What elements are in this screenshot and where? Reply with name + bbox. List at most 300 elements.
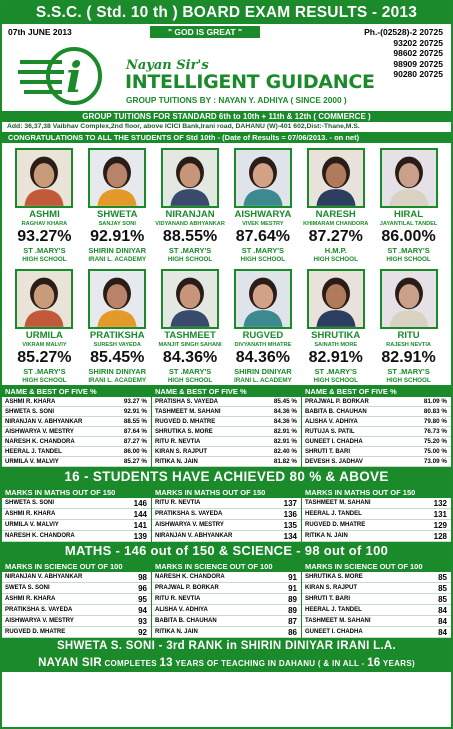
table-row [302, 417, 451, 427]
student-name: NARESH K. CHANDORA [5, 533, 75, 539]
footer-name: NAYAN SIR [38, 657, 102, 669]
student-name: PRATISHA S. VAYEDA [155, 399, 219, 405]
topper-card [373, 209, 444, 264]
student-score: 137 [283, 499, 297, 508]
table-row [152, 447, 301, 457]
topper-percent: 84.36% [235, 349, 291, 366]
student-name: TASHMEET M. SAHANI [155, 409, 221, 415]
student-name: RITIKA N. JAIN [305, 533, 348, 539]
table-column [2, 487, 151, 542]
student-score: 87.27 % [123, 438, 147, 445]
topper-school: SHIRIN DINIYAR [88, 367, 147, 376]
topper-row-1 [2, 209, 451, 264]
topper-card [227, 209, 298, 264]
topper-percent: 85.45% [90, 349, 145, 366]
student-name: NARESH K. CHANDORA [155, 574, 225, 580]
phone-line: Ph.-(02528)-2 20725 [364, 27, 443, 37]
student-name: RUGVED D. MHATRE [305, 522, 366, 528]
table-row [2, 627, 151, 638]
footer-years: 13 [159, 657, 173, 669]
achievement-banner: 16 - STUDENTS HAVE ACHIEVED 80 % & ABOVE [2, 467, 451, 486]
table-column [151, 561, 301, 638]
student-name: AISHWARYA V. MESTRY [5, 429, 74, 435]
student-photo [234, 148, 292, 208]
student-name: NIRANJAN V. ABHYANKAR [5, 419, 83, 425]
table-row [2, 531, 151, 542]
topper-card [9, 330, 80, 385]
topper-name: RUGVED [242, 330, 284, 341]
topper-school-line2: IRANI L. ACADEMY [88, 256, 147, 263]
footer-banner [2, 655, 451, 672]
logo-icon [18, 46, 114, 106]
student-photo [234, 269, 292, 329]
topper-school: ST .MARY'S [168, 246, 212, 255]
portrait-icon [17, 150, 71, 206]
table-column [151, 386, 301, 467]
student-name: ASHMI R. KHARA [5, 399, 56, 405]
poster-title: S.S.C. ( Std. 10 th ) BOARD EXAM RESULTS - 2013 [2, 2, 451, 24]
topper-school-line2: HIGH SCHOOL [313, 256, 358, 263]
topper-school-line2: IRANI L. ACADEMY [88, 377, 147, 384]
topper-school-line2: IRANI L. ACADEMY [233, 377, 292, 384]
table-row [152, 627, 301, 638]
student-name: DEVESH S. JADHAV [305, 459, 363, 465]
topper-school: ST .MARY'S [314, 367, 357, 376]
portrait-icon [236, 150, 290, 206]
column-header: NAME & BEST OF FIVE % [302, 386, 451, 397]
student-name: HEERAL J. TANDEL [305, 607, 362, 613]
table-row [2, 520, 151, 531]
student-name: KIRAN S. RAJPUT [305, 585, 358, 591]
table-row [152, 572, 301, 583]
phone-line: 93202 20725 [393, 37, 443, 48]
topper-school: ST .MARY'S [241, 246, 285, 255]
column-header: MARKS IN SCIENCE OUT OF 100 [2, 561, 151, 572]
topper-parent: SAINATH MORE [314, 342, 358, 348]
topper-card [300, 209, 371, 264]
topper-school-line2: HIGH SCHOOL [167, 377, 213, 384]
table-row [2, 447, 151, 457]
table-row [152, 520, 301, 531]
topper-name: SHRUTIKA [311, 330, 361, 341]
student-score: 93.27 % [123, 398, 147, 405]
topper-name: SHWETA [97, 209, 138, 220]
student-score: 85 [438, 595, 447, 604]
topper-parent: SANJAY SONI [98, 221, 136, 227]
table-row [2, 605, 151, 616]
topper-parent: RAGHAV KHARA [21, 221, 68, 227]
student-name: RUTUJA S. PATIL [305, 429, 355, 435]
student-score: 85.27 % [123, 458, 147, 465]
maths-science-banner: MATHS - 146 out of 150 & SCIENCE - 98 out of 100 [2, 542, 451, 560]
student-score: 91 [288, 584, 297, 593]
student-name: RITIKA N. JAIN [155, 629, 198, 635]
student-name: RITU R. NEVTIA [155, 500, 201, 506]
topper-percent: 86.00% [381, 228, 436, 245]
result-date: 07th JUNE 2013 [8, 27, 72, 37]
motto: " GOD IS GREAT " [150, 26, 260, 38]
student-name: SHRUTI T. BARI [305, 449, 350, 455]
table-row [152, 427, 301, 437]
student-score: 75.20 % [423, 438, 447, 445]
student-score: 85 [438, 573, 447, 582]
topper-percent: 93.27% [17, 228, 72, 245]
table-row [152, 605, 301, 616]
table-row [2, 437, 151, 447]
student-name: TASHMEET M. SAHANI [305, 618, 371, 624]
column-header: NAME & BEST OF FIVE % [152, 386, 301, 397]
topper-school: ST .MARY'S [23, 367, 66, 376]
topper-school: ST .MARY'S [387, 246, 430, 255]
column-header: MARKS IN SCIENCE OUT OF 100 [302, 561, 451, 572]
rank-banner: SHWETA S. SONI - 3rd RANK in SHIRIN DINIYAR IRANI L.A. [2, 638, 451, 655]
table-row [2, 498, 151, 509]
topper-card [373, 330, 444, 385]
brand-tagline: GROUP TUITIONS BY : NAYAN Y. ADHIYA ( SINCE 2000 ) [126, 95, 347, 105]
table-row [302, 509, 451, 520]
student-score: 81.82 % [273, 458, 297, 465]
table-column [151, 487, 301, 542]
student-score: 89 [288, 595, 297, 604]
student-name: NARESH K. CHANDORA [5, 439, 75, 445]
topper-name: PRATIKSHA [89, 330, 145, 341]
topper-school: ST .MARY'S [168, 367, 212, 376]
student-name: PRATIKSHA S. VAYEDA [155, 511, 223, 517]
portrait-icon [90, 150, 144, 206]
phone-line: 90280 20725 [393, 69, 443, 80]
student-score: 84.36 % [273, 418, 297, 425]
address: Add: 36,37,38 Vaibhav Complex,2nd floor, above ICICI Bank,Irani road, DAHANU (W)-401 602,Dist:-Thane,M.S. [2, 122, 451, 132]
photo-row-1 [2, 143, 451, 209]
table-row [2, 572, 151, 583]
student-name: PRATIKSHA S. VAYEDA [5, 607, 73, 613]
student-score: 88.55 % [123, 418, 147, 425]
footer-text: YEARS) [380, 659, 415, 668]
table-row [2, 457, 151, 467]
student-photo [307, 269, 365, 329]
student-score: 86.00 % [123, 448, 147, 455]
table-row [152, 457, 301, 467]
topper-card [155, 330, 226, 385]
topper-name: NARESH [315, 209, 356, 220]
student-score: 81.09 % [423, 398, 447, 405]
topper-percent: 87.64% [235, 228, 291, 245]
student-name: NIRANJAN V. ABHYANKAR [155, 533, 233, 539]
student-score: 85.45 % [273, 398, 297, 405]
student-name: HEERAL J. TANDEL [5, 449, 62, 455]
student-score: 89 [288, 606, 297, 615]
topper-percent: 85.27% [17, 349, 72, 366]
student-name: NIRANJAN V. ABHYANKAR [5, 574, 83, 580]
topper-card [155, 209, 226, 264]
student-score: 94 [138, 606, 147, 615]
portrait-icon [309, 150, 363, 206]
column-header: MARKS IN MATHS OUT OF 150 [302, 487, 451, 498]
table-column [301, 561, 451, 638]
topper-card [82, 209, 153, 264]
portrait-icon [17, 271, 71, 327]
student-score: 93 [138, 617, 147, 626]
portrait-icon [90, 271, 144, 327]
student-name: KIRAN S. RAJPUT [155, 449, 208, 455]
topper-parent: VIVEK MESTRY [242, 221, 284, 227]
table-row [2, 594, 151, 605]
table-column [301, 386, 451, 467]
header [2, 24, 451, 110]
table-row [302, 520, 451, 531]
student-photo [161, 269, 219, 329]
student-score: 132 [433, 499, 447, 508]
topper-card [82, 330, 153, 385]
student-score: 131 [433, 510, 447, 519]
student-score: 85 [438, 584, 447, 593]
portrait-icon [236, 271, 290, 327]
student-score: 86 [288, 628, 297, 637]
table-row [302, 427, 451, 437]
topper-parent: DIVYANATH MHATRE [234, 342, 292, 348]
table-row [152, 509, 301, 520]
student-score: 134 [283, 532, 297, 541]
table-column [301, 487, 451, 542]
logo-letter: i [66, 53, 82, 102]
topper-school-line2: HIGH SCHOOL [386, 377, 431, 384]
student-photo [380, 269, 438, 329]
topper-name: TASHMEET [164, 330, 216, 341]
best-of-five-table [2, 385, 451, 467]
brand-owner: Nayan Sir's [126, 58, 209, 73]
topper-row-2 [2, 330, 451, 385]
student-name: ALISHA V. ADHIYA [155, 607, 208, 613]
phone-line: 98602 20725 [393, 48, 443, 59]
topper-school-line2: HIGH SCHOOL [313, 377, 358, 384]
table-row [2, 427, 151, 437]
student-photo [307, 148, 365, 208]
student-name: SHWETA S. SONI [5, 409, 55, 415]
table-row [302, 605, 451, 616]
student-score: 73.09 % [423, 458, 447, 465]
table-row [152, 498, 301, 509]
student-name: SHWETA S. SONI [5, 500, 55, 506]
table-row [302, 407, 451, 417]
topper-percent: 82.91% [308, 349, 363, 366]
table-row [302, 447, 451, 457]
topper-school-line2: HIGH SCHOOL [22, 256, 67, 263]
student-score: 92.91 % [123, 408, 147, 415]
student-photo [88, 269, 146, 329]
student-score: 82.40 % [273, 448, 297, 455]
maths-table [2, 486, 451, 542]
table-row [302, 457, 451, 467]
student-score: 96 [138, 584, 147, 593]
topper-card [227, 330, 298, 385]
topper-name: ASHMI [29, 209, 60, 220]
topper-name: RITU [397, 330, 420, 341]
student-name: HEERAL J. TANDEL [305, 511, 362, 517]
student-name: AISHWARYA V. MESTRY [155, 522, 224, 528]
student-photo [15, 269, 73, 329]
footer-text: YEARS OF TEACHING IN DAHANU ( & IN ALL - [172, 659, 368, 668]
student-name: RITU R. NEVTIA [155, 439, 201, 445]
student-name: BABITA B. CHAUHAN [155, 618, 217, 624]
student-name: GUNEET I. CHADHA [305, 439, 363, 445]
phone-numbers [364, 27, 443, 80]
student-score: 87.64 % [123, 428, 147, 435]
topper-school: ST .MARY'S [23, 246, 66, 255]
topper-name: NIRANJAN [165, 209, 215, 220]
table-row [2, 397, 151, 407]
student-name: ALISHA V. ADHIYA [305, 419, 358, 425]
table-row [152, 594, 301, 605]
topper-school: SHIRIN DINIYAR [88, 246, 147, 255]
student-photo [15, 148, 73, 208]
student-score: 79.80 % [423, 418, 447, 425]
student-name: PRAJWAL P. BORKAR [305, 399, 369, 405]
student-name: URMILA V. MALVIY [5, 522, 59, 528]
student-score: 84 [438, 628, 447, 637]
table-row [302, 437, 451, 447]
table-row [302, 594, 451, 605]
student-score: 82.91 % [273, 438, 297, 445]
topper-percent: 84.36% [162, 349, 218, 366]
student-name: PRAJWAL P. BORKAR [155, 585, 219, 591]
student-name: BABITA B. CHAUHAN [305, 409, 367, 415]
table-row [302, 498, 451, 509]
student-score: 128 [433, 532, 447, 541]
topper-percent: 92.91% [90, 228, 145, 245]
column-header: NAME & BEST OF FIVE % [2, 386, 151, 397]
student-name: URMILA V. MALVIY [5, 459, 59, 465]
table-row [2, 616, 151, 627]
student-name: SWETA S. SONI [5, 585, 50, 591]
table-row [2, 583, 151, 594]
student-score: 135 [283, 521, 297, 530]
student-photo [161, 148, 219, 208]
student-name: RUGVED D. MHATRE [155, 419, 216, 425]
student-name: GUNEET I. CHADHA [305, 629, 363, 635]
table-row [302, 531, 451, 542]
topper-school: ST .MARY'S [387, 367, 430, 376]
footer-years-all: 16 [367, 657, 381, 669]
table-row [2, 407, 151, 417]
topper-percent: 87.27% [308, 228, 363, 245]
column-header: MARKS IN MATHS OUT OF 150 [2, 487, 151, 498]
topper-parent: JAYANTILAL TANDEL [379, 221, 438, 227]
student-score: 139 [133, 532, 147, 541]
science-table [2, 560, 451, 638]
student-score: 144 [133, 510, 147, 519]
topper-school-line2: HIGH SCHOOL [386, 256, 431, 263]
topper-name: URMILA [25, 330, 63, 341]
student-name: AISHWARYA V. MESTRY [5, 618, 74, 624]
topper-parent: KHIMARAM CHANDORA [303, 221, 369, 227]
student-score: 87 [288, 617, 297, 626]
topper-school-line2: HIGH SCHOOL [167, 256, 213, 263]
student-photo [88, 148, 146, 208]
topper-school-line2: HIGH SCHOOL [22, 377, 67, 384]
topper-parent: MANJIT SINGH SAHANI [158, 342, 222, 348]
topper-percent: 88.55% [162, 228, 218, 245]
table-row [2, 417, 151, 427]
table-column [2, 561, 151, 638]
column-header: MARKS IN SCIENCE OUT OF 100 [152, 561, 301, 572]
table-row [152, 407, 301, 417]
portrait-icon [163, 271, 217, 327]
student-name: SHRUTIKA S. MORE [155, 429, 213, 435]
student-name: RITIKA N. JAIN [155, 459, 198, 465]
portrait-icon [382, 150, 436, 206]
student-score: 84 [438, 617, 447, 626]
topper-school: SHIRIN DINIYAR [234, 367, 292, 376]
photo-row-2 [2, 264, 451, 330]
student-score: 98 [138, 573, 147, 582]
student-score: 76.73 % [423, 428, 447, 435]
student-name: ASHMI R. KHARA [5, 511, 56, 517]
phone-line: 98909 20725 [393, 58, 443, 69]
student-name: RITU R. NEVTIA [155, 596, 201, 602]
portrait-icon [163, 150, 217, 206]
table-row [152, 417, 301, 427]
student-photo [380, 148, 438, 208]
topper-card [9, 209, 80, 264]
topper-parent: RAJESH NEVTIA [386, 342, 431, 348]
topper-parent: VIDYANAND ABHYANKAR [155, 221, 225, 227]
student-name: SHRUTIKA S. MORE [305, 574, 363, 580]
table-row [302, 627, 451, 638]
student-score: 141 [133, 521, 147, 530]
table-row [302, 572, 451, 583]
portrait-icon [309, 271, 363, 327]
student-score: 91 [288, 573, 297, 582]
topper-school: H.M.P. [324, 246, 347, 255]
topper-parent: SURESH VAYEDA [93, 342, 141, 348]
student-score: 80.83 % [423, 408, 447, 415]
table-column [2, 386, 151, 467]
brand-name: INTELLIGENT GUIDANCE [125, 71, 375, 93]
table-row [302, 397, 451, 407]
table-row [152, 531, 301, 542]
topper-school-line2: HIGH SCHOOL [240, 256, 286, 263]
topper-percent: 82.91% [381, 349, 436, 366]
congrats-line: CONGRATULATIONS TO ALL THE STUDENTS OF Std 10th - (Date of Results = 07/06/2013. - on net) [2, 132, 451, 143]
student-score: 92 [138, 628, 147, 637]
student-score: 82.91 % [273, 428, 297, 435]
table-row [2, 509, 151, 520]
student-name: RUGVED D. MHATRE [5, 629, 66, 635]
student-score: 95 [138, 595, 147, 604]
topper-card [300, 330, 371, 385]
student-score: 129 [433, 521, 447, 530]
table-row [152, 397, 301, 407]
table-row [302, 616, 451, 627]
topper-parent: VIKRAM MALVIY [22, 342, 67, 348]
student-name: ASHMI R. KHARA [5, 596, 56, 602]
student-score: 75.00 % [423, 448, 447, 455]
portrait-icon [382, 271, 436, 327]
table-row [302, 583, 451, 594]
topper-name: AISHWARYA [234, 209, 292, 220]
student-name: TASHMEET M. SAHANI [305, 500, 371, 506]
footer-text: COMPLETES [101, 659, 160, 668]
student-score: 84.36 % [273, 408, 297, 415]
topper-name: HIRAL [394, 209, 424, 220]
column-header: MARKS IN MATHS OUT OF 150 [152, 487, 301, 498]
table-row [152, 616, 301, 627]
table-row [152, 583, 301, 594]
student-score: 84 [438, 606, 447, 615]
tuitions-line: GROUP TUITIONS FOR STANDARD 6th to 10th + 11th & 12th ( COMMERCE ) [2, 110, 451, 122]
student-score: 146 [133, 499, 147, 508]
student-name: SHRUTI T. BARI [305, 596, 350, 602]
